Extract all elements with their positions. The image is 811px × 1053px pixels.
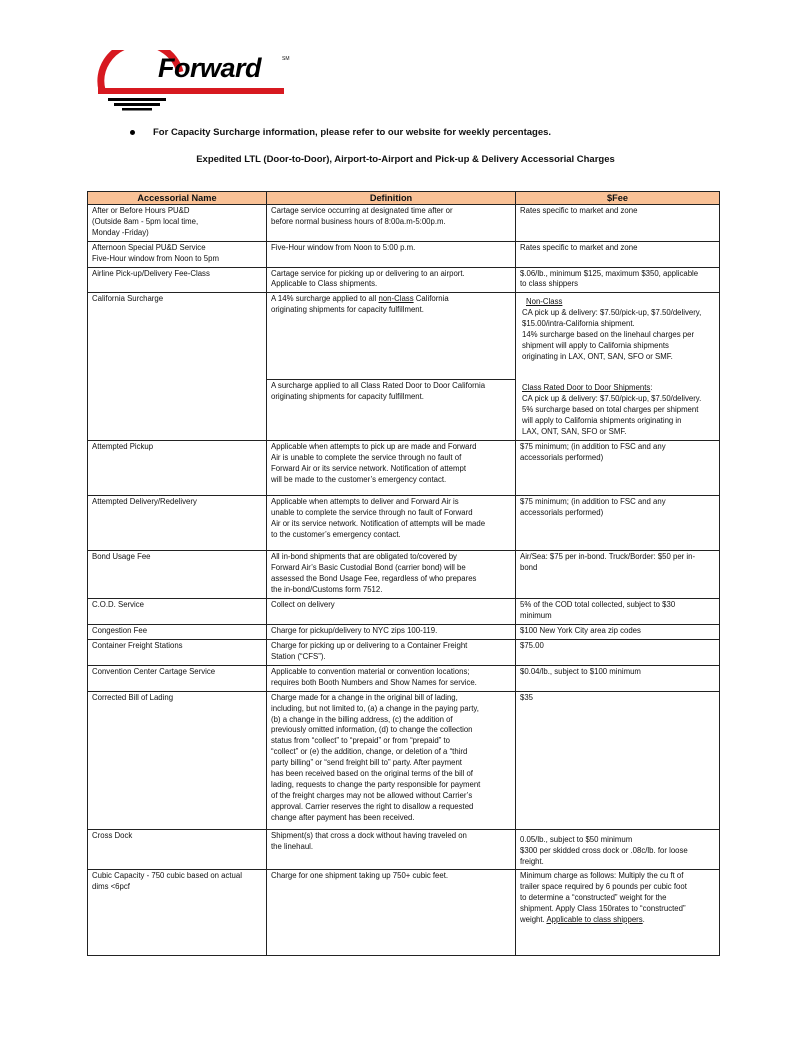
- fee-line: $0.04/lb., subject to $100 minimum: [520, 666, 641, 676]
- fee-cell: [516, 441, 720, 496]
- accessorial-name-cell: [88, 205, 267, 242]
- definition-line: Charge for pickup/delivery to NYC zips 100-119.: [271, 626, 438, 636]
- definition-cell: [267, 599, 516, 625]
- accessorial-name-cell: [88, 551, 267, 599]
- name-line: dims <6pcf: [92, 882, 130, 892]
- fee-title: Class Rated Door to Door Shipments: [522, 383, 651, 393]
- definition-cell: [267, 496, 516, 551]
- definition-line: Applicable to Class shipments.: [271, 279, 378, 289]
- name-line: C.O.D. Service: [92, 600, 144, 610]
- definition-cell: [267, 625, 516, 640]
- fee-line: minimum: [520, 611, 552, 621]
- fee-title-suffix: :: [650, 383, 653, 393]
- fee-line: Minimum charge as follows: Multiply the cu ft of: [520, 871, 684, 881]
- name-line: After or Before Hours PU&D: [92, 206, 190, 215]
- definition-line: originating shipments for capacity fulfillment.: [271, 305, 424, 315]
- fee-line: $75.00: [520, 641, 544, 651]
- table-row: [88, 496, 720, 551]
- accessorial-name-cell: [88, 665, 267, 691]
- fee-line: $35: [520, 692, 534, 702]
- page-heading: Expedited LTL (Door-to-Door), Airport-to-Airport and Pick-up & Delivery Accessorial Charges: [196, 154, 615, 165]
- fee-title-line: [522, 383, 715, 394]
- definition-cell: [267, 665, 516, 691]
- definition-line: Forward Air’s Basic Custodial Bond (carrier bond) will be: [271, 563, 466, 573]
- definition-line: Applicable when attempts to deliver and Forward Air is: [271, 497, 459, 507]
- fee-line: bond: [520, 563, 538, 573]
- definition-line: before normal business hours of 8:00a.m-5:00p.m.: [271, 216, 446, 226]
- definition-line: will be made to the customer’s emergency contact.: [271, 475, 447, 485]
- fee-subcell-class: [516, 380, 719, 438]
- name-line: Monday -Friday): [92, 227, 149, 237]
- definition-cell: [267, 551, 516, 599]
- definition-line: Air or its service network. Notification of attempts will be made: [271, 519, 486, 529]
- fee-line: freight.: [520, 856, 544, 866]
- table-row: [88, 551, 720, 599]
- fee-text: weight.: [520, 915, 547, 925]
- fee-line: CA pick up & delivery: $7.50/pick-up, $7.50/delivery.: [522, 394, 702, 404]
- definition-cell: [267, 870, 516, 956]
- fee-cell: [516, 241, 720, 267]
- fee-line: 5% of the COD total collected, subject to $30: [520, 600, 676, 610]
- table-row: [88, 829, 720, 870]
- bullet-icon: [130, 130, 135, 135]
- table-row: [88, 691, 720, 829]
- definition-cell: [267, 267, 516, 293]
- fee-text: .: [642, 915, 645, 925]
- definition-line: Station (“CFS”).: [271, 651, 326, 661]
- service-mark: SM: [282, 56, 290, 62]
- accessorial-name-cell: [88, 691, 267, 829]
- definition-line: party billing” or “send freight bill to” party. After payment: [271, 758, 462, 768]
- fee-line: $100 New York City area zip codes: [520, 626, 641, 636]
- accessorial-name-cell: [88, 267, 267, 293]
- definition-line: previously omitted information, (d) to change the collection: [271, 725, 473, 735]
- table-row: [88, 267, 720, 293]
- fee-line: Air/Sea: $75 per in-bond. Truck/Border: $50 per in-: [520, 552, 696, 562]
- brand-name: Forward: [158, 53, 262, 83]
- fee-cell: [516, 870, 720, 956]
- fee-line: shipment. Apply Class 150rates to “constructed”: [520, 904, 686, 914]
- definition-line: Five-Hour window from Noon to 5:00 p.m.: [271, 242, 416, 252]
- fee-cell: [516, 267, 720, 293]
- name-line: Airline Pick-up/Delivery Fee-Class: [92, 268, 210, 278]
- name-line: Container Freight Stations: [92, 641, 183, 651]
- definition-subcell-nonclass: [267, 293, 515, 380]
- accessorial-name-cell: [88, 241, 267, 267]
- definition-line: the in-bond/Customs form 7512.: [271, 585, 383, 595]
- accessorial-name-cell: [88, 293, 267, 441]
- table-header-row: [88, 192, 720, 205]
- fee-cell: [516, 640, 720, 666]
- name-line: California Surcharge: [92, 294, 164, 304]
- fee-cell: [516, 293, 720, 441]
- definition-line: Shipment(s) that cross a dock without having traveled on: [271, 830, 467, 840]
- fee-line: will apply to California shipments originating in: [522, 416, 682, 426]
- definition-line: the linehaul.: [271, 841, 314, 851]
- definition-line: has been received based on the original terms of the bill of: [271, 769, 473, 779]
- definition-line: assessed the Bond Usage Fee, regardless of who prepares: [271, 574, 477, 584]
- definition-line: Cartage service occurring at designated time after or: [271, 206, 453, 215]
- fee-underlined-text: Applicable to class shippers: [546, 915, 643, 925]
- name-line: Attempted Delivery/Redelivery: [92, 497, 197, 507]
- table-row: [88, 665, 720, 691]
- definition-line: All in-bond shipments that are obligated to/covered by: [271, 552, 457, 562]
- name-line: (Outside 8am - 5pm local time,: [92, 216, 199, 226]
- fee-line: $.06/lb., minimum $125, maximum $350, applicable: [520, 268, 699, 278]
- name-line: Bond Usage Fee: [92, 552, 151, 562]
- definition-line: of the freight charges may not be allowed without Carrier’s: [271, 790, 473, 800]
- definition-line: approval. Carrier reserves the right to disallow a requested: [271, 801, 474, 811]
- definition-cell: [267, 205, 516, 242]
- definition-cell: [267, 829, 516, 870]
- column-header-fee: $Fee: [516, 192, 720, 205]
- accessorial-name-cell: [88, 599, 267, 625]
- fee-line: accessorials performed): [520, 453, 604, 463]
- definition-subcell-class: [267, 380, 515, 403]
- definition-line: Collect on delivery: [271, 600, 335, 610]
- definition-line: “collect” or (e) the addition, change, or deletion of a “third: [271, 747, 468, 757]
- accessorial-name-cell: [88, 640, 267, 666]
- fee-line: trailer space required by 6 pounds per cubic foot: [520, 882, 687, 892]
- table-row: [88, 293, 720, 441]
- accessorial-name-cell: [88, 829, 267, 870]
- fee-line: $75 minimum; (in addition to FSC and any: [520, 442, 666, 452]
- definition-line: unable to complete the service through no fault of Forward: [271, 508, 473, 518]
- fee-line: [520, 915, 715, 926]
- definition-line: status from “collect” to “prepaid” or from “prepaid” to: [271, 736, 450, 746]
- name-line: Attempted Pickup: [92, 442, 154, 452]
- table-row: [88, 625, 720, 640]
- column-header-definition: Definition: [267, 192, 516, 205]
- definition-line: lading, requests to change the party responsible for payment: [271, 779, 481, 789]
- fee-line: shipment will apply to California shipments: [522, 340, 669, 350]
- name-line: Five-Hour window from Noon to 5pm: [92, 253, 219, 263]
- definition-line: A surcharge applied to all Class Rated Door to Door California: [271, 381, 486, 391]
- fee-line: $75 minimum; (in addition to FSC and any: [520, 497, 666, 507]
- definition-line: originating shipments for capacity fulfillment.: [271, 392, 424, 402]
- fee-title: Non-Class: [526, 297, 563, 307]
- name-line: Convention Center Cartage Service: [92, 666, 216, 676]
- definition-underlined-text: non-Class: [378, 294, 414, 304]
- name-line: Corrected Bill of Lading: [92, 692, 174, 702]
- fee-cell: [516, 496, 720, 551]
- name-line: Congestion Fee: [92, 626, 148, 636]
- definition-text: California: [413, 294, 449, 304]
- accessorial-name-cell: [88, 625, 267, 640]
- table-row: [88, 599, 720, 625]
- definition-text: A 14% surcharge applied to all: [271, 294, 379, 304]
- capacity-notice-text: For Capacity Surcharge information, please refer to our website for weekly percentages.: [153, 127, 552, 138]
- definition-line: to the customer’s emergency contact.: [271, 530, 401, 540]
- definition-line: including, but not limited to, (a) a change in the paying party,: [271, 703, 479, 713]
- fee-line: Rates specific to market and zone: [520, 242, 638, 252]
- fee-subcell-nonclass: [516, 293, 719, 380]
- fee-cell: [516, 691, 720, 829]
- definition-line: Charge made for a change in the original bill of lading,: [271, 692, 458, 702]
- fee-cell: [516, 625, 720, 640]
- fee-line: originating in LAX, ONT, SAN, SFO or SMF.: [522, 351, 673, 361]
- fee-line: accessorials performed): [520, 508, 604, 518]
- name-line: Afternoon Special PU&D Service: [92, 242, 206, 252]
- accessorial-table: [87, 191, 720, 956]
- definition-line: Cartage service for picking up or delivering to an airport.: [271, 268, 465, 278]
- fee-cell: [516, 551, 720, 599]
- accessorial-name-cell: [88, 496, 267, 551]
- name-line: Cubic Capacity - 750 cubic based on actual: [92, 871, 242, 881]
- fee-line: LAX, ONT, SAN, SFO or SMF.: [522, 426, 627, 436]
- definition-cell: [267, 293, 516, 441]
- definition-cell: [267, 691, 516, 829]
- fee-cell: [516, 205, 720, 242]
- table-row: [88, 205, 720, 242]
- definition-line: Charge for picking up or delivering to a Container Freight: [271, 641, 468, 651]
- definition-line: (b) a change in the billing address, (c) the addition of: [271, 714, 453, 724]
- table-row: [88, 640, 720, 666]
- definition-line: [271, 294, 511, 305]
- definition-line: Applicable when attempts to pick up are made and Forward: [271, 442, 477, 452]
- definition-line: requires both Booth Numbers and Show Names for service.: [271, 677, 477, 687]
- column-header-name: Accessorial Name: [88, 192, 267, 205]
- definition-line: change after payment has been received.: [271, 812, 415, 822]
- fee-line: 5% surcharge based on total charges per shipment: [522, 405, 699, 415]
- name-line: Cross Dock: [92, 830, 133, 840]
- fee-line: CA pick up & delivery: $7.50/pick-up, $7.50/delivery,: [522, 308, 702, 318]
- capacity-notice: [130, 127, 551, 138]
- definition-cell: [267, 640, 516, 666]
- fee-line: 14% surcharge based on the linehaul charges per: [522, 330, 695, 340]
- table-row: [88, 441, 720, 496]
- definition-cell: [267, 441, 516, 496]
- fee-line: $300 per skidded cross dock or .08c/lb. for loose: [520, 845, 688, 855]
- fee-line: 0.05/lb., subject to $50 minimum: [520, 834, 633, 844]
- definition-line: Forward Air or its service network. Notification of attempt: [271, 464, 466, 474]
- table-row: [88, 241, 720, 267]
- table-row: [88, 870, 720, 956]
- fee-cell: [516, 829, 720, 870]
- accessorial-name-cell: [88, 441, 267, 496]
- definition-line: Applicable to convention material or convention locations;: [271, 666, 470, 676]
- definition-line: Charge for one shipment taking up 750+ cubic feet.: [271, 871, 449, 881]
- fee-line: to class shippers: [520, 279, 579, 289]
- definition-line: Air is unable to complete the service through no fault of: [271, 453, 462, 463]
- fee-line: to determine a “constructed” weight for the: [520, 893, 667, 903]
- fee-line: Rates specific to market and zone: [520, 206, 638, 215]
- accessorial-name-cell: [88, 870, 267, 956]
- fee-line: $15.00/intra-California shipment.: [522, 319, 635, 329]
- fee-cell: [516, 599, 720, 625]
- fee-cell: [516, 665, 720, 691]
- definition-cell: [267, 241, 516, 267]
